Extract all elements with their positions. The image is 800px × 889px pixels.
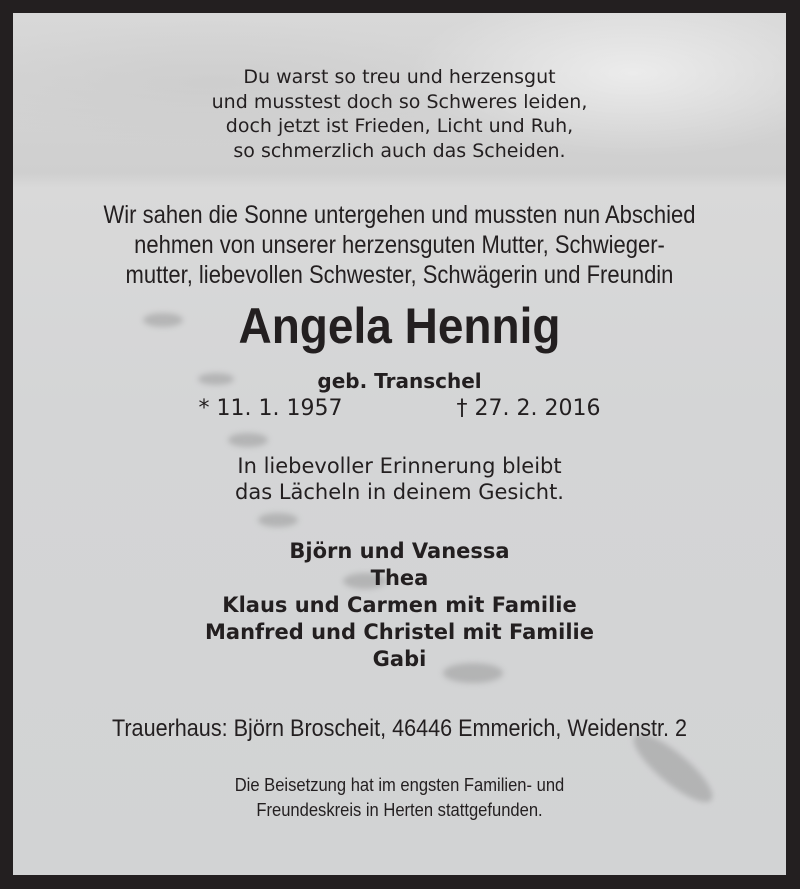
mourner: Gabi: [372, 647, 427, 671]
life-dates: [13, 396, 786, 421]
mourner: Thea: [370, 566, 429, 590]
poem-line: so schmerzlich auch das Scheiden.: [233, 139, 566, 162]
funeral-note: [44, 773, 755, 823]
mourner: Klaus und Carmen mit Familie: [222, 593, 577, 617]
mourner: Björn und Vanessa: [289, 539, 510, 563]
birth-date: * 11. 1. 1957: [198, 396, 343, 421]
poem-line: und musstest doch so Schweres leiden,: [211, 90, 588, 113]
deceased-name: Angela Hennig: [238, 298, 561, 354]
memory-line: das Lächeln in deinem Gesicht.: [235, 480, 564, 504]
poem: [13, 65, 786, 163]
memory-line: In liebevoller Erinnerung bleibt: [237, 454, 562, 478]
mourners-list: [13, 538, 786, 673]
mourning-house-address: Trauerhaus: Björn Broscheit, 46446 Emmerich, Weidenstr. 2: [111, 715, 688, 742]
funeral-note-line: Freundeskreis in Herten stattgefunden.: [256, 800, 543, 820]
obituary-notice: [13, 13, 786, 875]
birth-name: geb. Transchel: [317, 369, 482, 393]
intro-text: [59, 200, 739, 290]
footprint-decoration: [228, 433, 268, 447]
death-date: † 27. 2. 2016: [456, 396, 601, 421]
memory-text: [13, 453, 786, 505]
funeral-note-line: Die Beisetzung hat im engsten Familien- und: [234, 775, 565, 795]
intro-line: Wir sahen die Sonne untergehen und mussten nun Abschied: [103, 201, 696, 229]
intro-line: nehmen von unserer herzensguten Mutter, Schwieger-: [134, 231, 665, 259]
poem-line: doch jetzt ist Frieden, Licht und Ruh,: [225, 115, 574, 137]
poem-line: Du warst so treu und herzensgut: [243, 66, 556, 88]
footprint-decoration: [258, 513, 298, 527]
intro-line: mutter, liebevollen Schwester, Schwägerin und Freundin: [125, 261, 674, 289]
mourner: Manfred und Christel mit Familie: [205, 620, 594, 644]
